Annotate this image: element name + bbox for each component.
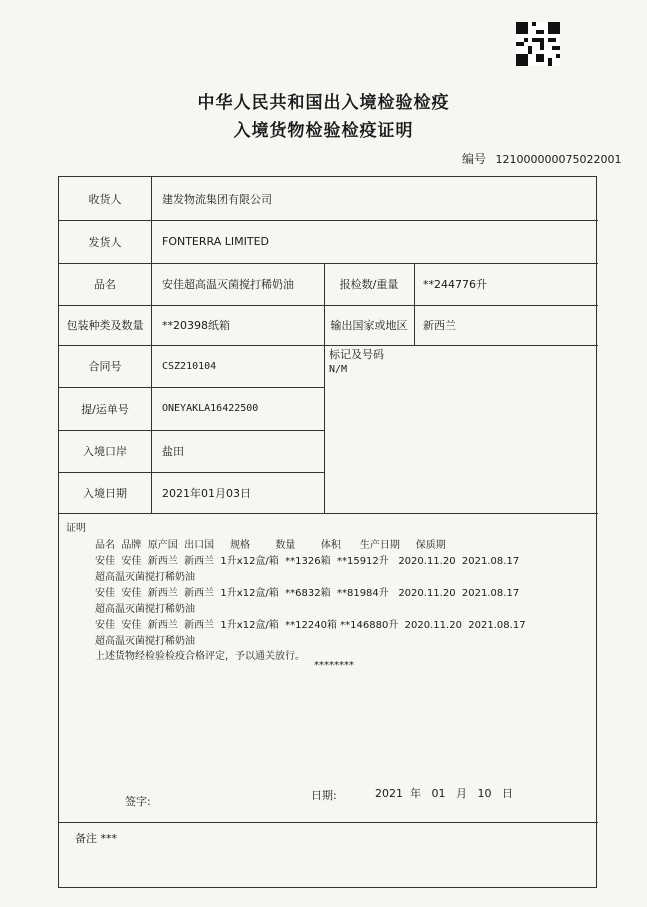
remarks (75, 830, 117, 846)
bill-no-label: 提/运单号 (81, 402, 129, 416)
certificate-line: 安佳 安佳 新西兰 新西兰 1升x12盒/箱 **6832箱 **81984升 2020.11.20 2021.08.17 (95, 588, 520, 599)
serial-number (462, 150, 622, 167)
certificate-line: 超高温灭菌搅打稀奶油 (95, 604, 195, 615)
document-subtitle: 入境货物检验检疫证明 (233, 121, 414, 141)
certificate-stars: ******** (314, 660, 354, 671)
certificate-form (58, 176, 597, 888)
certificate-line: 安佳 安佳 新西兰 新西兰 1升x12盒/箱 **1326箱 **15912升 2020.11.20 2021.08.17 (95, 556, 520, 567)
entry-port-label: 入境口岸 (83, 445, 127, 458)
sign-year-unit: 年 (410, 787, 421, 800)
certificate-conclusion: 上述货物经检验检疫合格评定，予以通关放行。 (95, 651, 305, 662)
serial-label: 编号 (462, 152, 487, 166)
sign-day-unit: 日 (502, 787, 513, 800)
sign-month-unit: 月 (456, 787, 467, 800)
entry-date-value: 2021年01月03日 (162, 486, 251, 500)
sign-month: 01 (431, 787, 446, 800)
consignor-value: FONTERRA LIMITED (162, 235, 269, 248)
entry-port-value: 盐田 (162, 445, 184, 458)
document-title: 中华人民共和国出入境检验检疫 (197, 93, 450, 113)
sign-label: 签字: (125, 795, 151, 808)
consignor-label: 发货人 (88, 235, 122, 249)
origin-country-value: 新西兰 (423, 319, 456, 332)
qr-code (516, 22, 560, 66)
marks-value: N/M (329, 363, 348, 375)
product-name-value: 安佳超高温灭菌搅打稀奶油 (162, 278, 294, 291)
package-label: 包装种类及数量 (66, 319, 144, 332)
certificate-line: 安佳 安佳 新西兰 新西兰 1升x12盒/箱 **12240箱 **146880升 2020.11.20 2021.08.17 (95, 620, 526, 631)
remarks-label: 备注 (75, 832, 97, 845)
contract-no-label: 合同号 (88, 360, 122, 373)
certificate-label: 证明 (66, 523, 86, 534)
remarks-value: *** (100, 832, 117, 845)
declared-qty-value: **244776升 (423, 278, 487, 291)
sign-year: 2021 (375, 787, 403, 800)
sign-day: 10 (477, 787, 492, 800)
certificate-header-row: 品名 品牌 原产国 出口国 规格 数量 体积 生产日期 保质期 (95, 540, 446, 551)
date-label: 日期: (311, 789, 337, 802)
contract-no-value: CSZ210104 (162, 360, 217, 372)
sign-date (375, 785, 513, 801)
product-name-label: 品名 (94, 278, 116, 291)
consignee-label: 收货人 (88, 192, 122, 206)
bill-no-value: ONEYAKLA16422500 (162, 403, 259, 414)
package-value: **20398纸箱 (162, 319, 230, 332)
certificate-line: 超高温灭菌搅打稀奶油 (95, 572, 195, 583)
certificate-line: 超高温灭菌搅打稀奶油 (95, 636, 195, 647)
serial-value: 121000000075022001 (495, 153, 622, 166)
consignee-value: 建发物流集团有限公司 (162, 192, 272, 206)
marks-label: 标记及号码 (329, 348, 384, 361)
declared-qty-label: 报检数/重量 (339, 278, 399, 291)
entry-date-label: 入境日期 (83, 486, 127, 500)
origin-country-label: 输出国家或地区 (330, 319, 408, 332)
